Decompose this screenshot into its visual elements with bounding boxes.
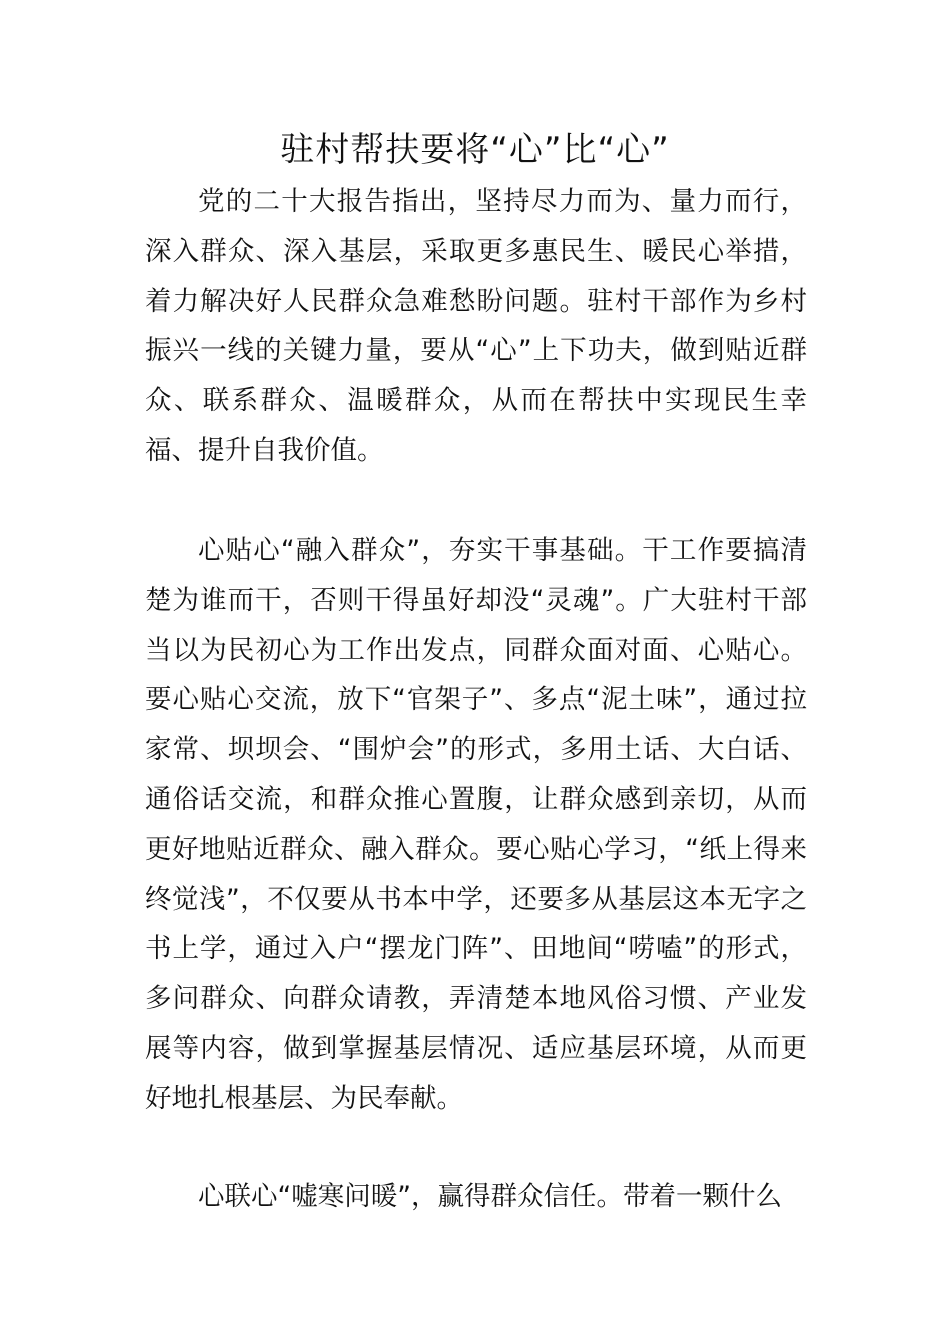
paragraph-heart-to-heart: 心贴心“融入群众”，夯实干事基础。干工作要搞清楚为谁而干，否则干得虽好却没“灵魂”。广大驻村干部当以为民初心为工作出发点，同群众面对面、心贴心。要心贴心交流，放下“官架子”、多点“泥土味”，通过拉家常、坝坝会、“围炉会”的形式，多用土话、大白话、通俗话交流，和群众推心置腹，让群众感到亲切，从而更好地贴近群众、融入群众。要心贴心学习，“纸上得来终觉浅”，不仅要从书本中学，还要多从基层这本无字之书上学，通过入户“摆龙门阵”、田地间“唠嗑”的形式，多问群众、向群众请教，弄清楚本地风俗习惯、产业发展等内容，做到掌握基层情况、适应基层环境，从而更好地扎根基层、为民奉献。 — [145, 535, 807, 1114]
paragraph-heart-connect: 心联心“嘘寒问暖”，赢得群众信任。带着一颗什么 — [198, 1181, 782, 1212]
document-title: 驻村帮扶要将“心”比“心” — [280, 130, 670, 170]
paragraph-intro: 党的二十大报告指出，坚持尽力而为、量力而行，深入群众、深入基层，采取更多惠民生、暖民心举措，着力解决好人民群众急难愁盼问题。驻村干部作为乡村振兴一线的关键力量，要从“心”上下功夫，做到贴近群众、联系群众、温暖群众，从而在帮扶中实现民生幸福、提升自我价值。 — [145, 186, 807, 466]
